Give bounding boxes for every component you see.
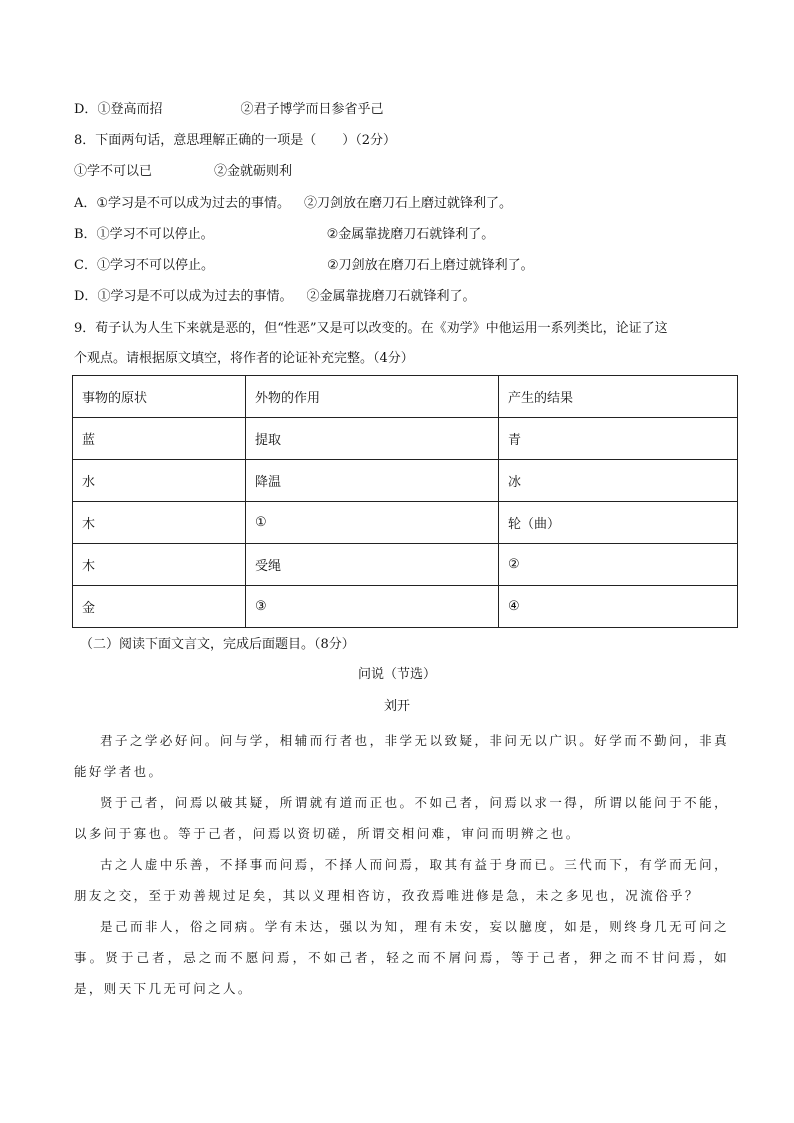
q9-stem-line1: 9．荀子认为人生下来就是恶的，但“性恶”又是可以改变的。在《劝学》中他运用一系列类比，论证了这: [74, 321, 668, 336]
table-cell: 蓝: [73, 418, 246, 460]
q7-option-d: [74, 101, 383, 119]
table-cell: 提取: [246, 418, 499, 460]
q8-option-a[interactable]: [74, 195, 512, 213]
table-row: [73, 544, 738, 586]
table-cell: 轮（曲）: [499, 502, 738, 544]
q8-option-a-part1: ①学习是不可以成为过去的事情。: [96, 196, 291, 211]
passage-title: 问说（节选）: [357, 667, 436, 682]
blank-cell-4[interactable]: ④: [499, 586, 738, 628]
table-row: [73, 418, 738, 460]
q8-option-c-part2: ②刀剑放在磨刀石上磨过就锋利了。: [326, 258, 534, 273]
blank-cell-2[interactable]: ②: [499, 544, 738, 586]
q9-table: [72, 375, 738, 628]
passage-paragraph-1: 君子之学必好问。问与学，相辅而行者也，非学无以致疑，非问无以广识。好学而不勤问，非真能好学者也。: [74, 733, 729, 779]
q8-option-c-part1: ①学习不可以停止。: [96, 258, 214, 273]
table-row: [73, 460, 738, 502]
q8-option-a-part2: ②刀剑放在磨刀石上磨过就锋利了。: [304, 196, 513, 211]
q8-option-d-part1: ①学习是不可以成为过去的事情。: [97, 289, 293, 304]
q8-stem: 8．下面两句话，意思理解正确的一项是（ ）（2分）: [74, 133, 397, 148]
q7-option-d-letter: D．: [74, 102, 98, 117]
q8-option-b-letter: B．: [74, 227, 97, 242]
blank-cell-3[interactable]: ③: [246, 586, 499, 628]
q8-sentence-2: ②金就砺则利: [214, 164, 293, 179]
blank-cell-1[interactable]: ①: [246, 502, 499, 544]
q8-option-b-part1: ①学习不可以停止。: [96, 227, 214, 242]
table-cell: 木: [73, 502, 246, 544]
table-cell: 水: [73, 460, 246, 502]
passage-paragraph-2: 贤于己者，问焉以破其疑，所谓就有道而正也。不如己者，问焉以求一得，所谓以能问于不能，以多问于寡也。等于己者，问焉以资切磋，所谓交相问难，审问而明辨之也。: [74, 795, 729, 841]
table-cell: 木: [73, 544, 246, 586]
header-result: 产生的结果: [499, 376, 738, 418]
q8-option-d[interactable]: [74, 288, 475, 306]
table-cell: 青: [499, 418, 738, 460]
q9-stem-line2: 个观点。请根据原文填空，将作者的论证补充完整。（4分）: [74, 351, 414, 366]
q8-option-d-letter: D．: [74, 289, 98, 304]
table-cell: 降温: [246, 460, 499, 502]
table-cell: 受绳: [246, 544, 499, 586]
q8-option-a-letter: A．: [74, 196, 97, 211]
header-external-effect: 外物的作用: [246, 376, 499, 418]
q8-option-c-letter: C．: [74, 258, 97, 273]
table-row: [73, 586, 738, 628]
q8-sentences: [74, 163, 292, 181]
q8-option-b[interactable]: [74, 226, 494, 244]
header-original-state: 事物的原状: [73, 376, 246, 418]
q8-sentence-1: ①学不可以已: [74, 164, 153, 179]
table-cell: 冰: [499, 460, 738, 502]
passage-paragraph-3: 古之人虚中乐善，不择事而问焉，不择人而问焉，取其有益于身而已。三代而下，有学而无问，朋友之交，至于劝善规过足矣，其以义理相咨访，孜孜焉唯进修是急，未之多见也，况流俗乎？: [74, 857, 729, 903]
table-cell: 金: [73, 586, 246, 628]
q7-option-d-part1: ①登高而招: [97, 102, 163, 117]
table-row: [73, 502, 738, 544]
passage-author: 刘开: [383, 699, 410, 714]
table-header-row: [73, 376, 738, 418]
q8-option-b-part2: ②金属靠拢磨刀石就锋利了。: [326, 227, 495, 242]
section2-heading: （二）阅读下面文言文，完成后面题目。（8分）: [80, 637, 355, 652]
q8-option-c[interactable]: [74, 257, 534, 275]
passage-paragraph-4: 是己而非人，俗之同病。学有未达，强以为知，理有未安，妄以臆度，如是，则终身几无可问之事。贤于己者，忌之而不愿问焉，不如己者，轻之而不屑问焉，等于己者，狎之而不甘问焉，如是，则天下几无可问之人。: [74, 919, 729, 996]
q8-option-d-part2: ②金属靠拢磨刀石就锋利了。: [306, 289, 476, 304]
q7-option-d-part2: ②君子博学而日参省乎己: [240, 102, 384, 117]
